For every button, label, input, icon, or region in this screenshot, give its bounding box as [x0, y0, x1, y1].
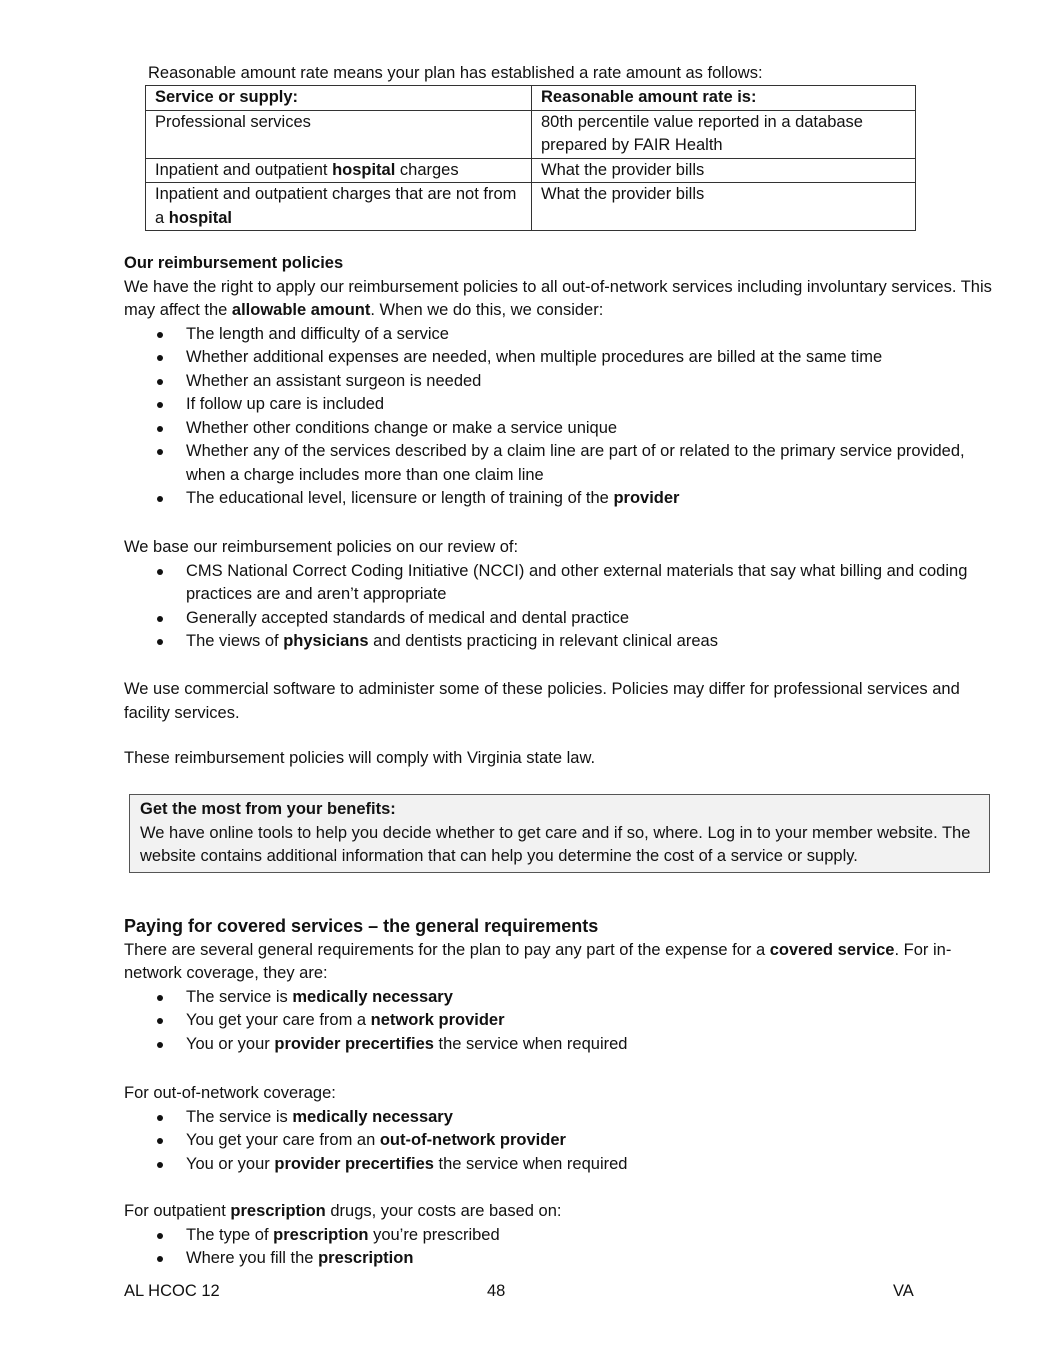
list-item: The service is medically necessary	[124, 1106, 994, 1130]
rate-value-cell: What the provider bills	[532, 158, 916, 183]
list-item: You or your provider precertifies the service when required	[124, 1153, 994, 1177]
footer-state: VA	[893, 1282, 914, 1300]
rate-service-cell: Professional services	[146, 110, 532, 158]
list-item: The views of physicians and dentists practicing in relevant clinical areas	[124, 630, 994, 654]
callout-body: We have online tools to help you decide whether to get care and if so, where. Log in to your member website. The website contains additional information that can help you determine the cost of a service or supply.	[140, 823, 971, 865]
list-item: Generally accepted standards of medical and dental practice	[124, 607, 994, 631]
list-item: Whether additional expenses are needed, when multiple procedures are billed at the same time	[124, 346, 994, 370]
rate-value-cell: 80th percentile value reported in a database prepared by FAIR Health	[532, 110, 916, 158]
basis-section	[124, 536, 994, 654]
requirements-heading: Paying for covered services – the general requirements	[124, 916, 599, 936]
list-item: You or your provider precertifies the service when required	[124, 1033, 994, 1057]
list-item: The type of prescription you’re prescribed	[124, 1224, 994, 1248]
list-item: Where you fill the prescription	[124, 1247, 994, 1271]
callout-title: Get the most from your benefits:	[140, 800, 396, 818]
in-network-list	[124, 986, 994, 1057]
considerations-list	[124, 323, 994, 511]
list-item: CMS National Correct Coding Initiative (NCCI) and other external materials that say what billing and coding practices are and aren’t appropriate	[124, 560, 994, 607]
basis-list	[124, 560, 994, 654]
list-item: Whether other conditions change or make a service unique	[124, 417, 994, 441]
table-row	[146, 183, 916, 231]
requirements-section	[124, 915, 994, 1056]
reimbursement-section	[124, 252, 994, 511]
requirements-intro: There are several general requirements for the plan to pay any part of the expense for a covered service. For in-network coverage, they are:	[124, 940, 952, 982]
software-note: We use commercial software to administer some of these policies. Policies may differ for professional services and facility services.	[124, 680, 960, 722]
list-item: The service is medically necessary	[124, 986, 994, 1010]
rate-service-cell: Inpatient and outpatient charges that are not from a hospital	[146, 183, 532, 231]
list-item: If follow up care is included	[124, 393, 994, 417]
page-number: 48	[487, 1282, 506, 1300]
table-row	[146, 158, 916, 183]
reimbursement-intro: We have the right to apply our reimbursement policies to all out-of-network services including involuntary services. This may affect the allowable amount. When we do this, we consider:	[124, 277, 992, 319]
list-item: Whether an assistant surgeon is needed	[124, 370, 994, 394]
rx-factors-list	[124, 1224, 994, 1271]
rate-table-header: Reasonable amount rate is:	[532, 86, 916, 111]
list-item: The length and difficulty of a service	[124, 323, 994, 347]
rx-intro: For outpatient prescription drugs, your costs are based on:	[124, 1202, 562, 1220]
list-item: Whether any of the services described by a claim line are part of or related to the primary service provided, when a charge includes more than one claim line	[124, 440, 994, 487]
footer-doc-code: AL HCOC 12	[124, 1282, 220, 1300]
out-of-network-section	[124, 1082, 994, 1176]
rate-table-header: Service or supply:	[146, 86, 532, 111]
rate-service-cell: Inpatient and outpatient hospital charges	[146, 158, 532, 183]
list-item: You get your care from a network provider	[124, 1009, 994, 1033]
oon-intro: For out-of-network coverage:	[124, 1084, 336, 1102]
table-row	[146, 110, 916, 158]
basis-intro: We base our reimbursement policies on our review of:	[124, 538, 519, 556]
list-item: The educational level, licensure or length of training of the provider	[124, 487, 994, 511]
law-note: These reimbursement policies will comply with Virginia state law.	[124, 749, 596, 767]
rate-table-header-row	[146, 86, 916, 111]
rate-value-cell: What the provider bills	[532, 183, 916, 231]
benefits-callout	[129, 794, 990, 873]
reimbursement-heading: Our reimbursement policies	[124, 254, 344, 272]
prescription-section	[124, 1200, 994, 1271]
rate-table	[145, 85, 916, 231]
rate-intro: Reasonable amount rate means your plan has established a rate amount as follows:	[148, 64, 763, 82]
list-item: You get your care from an out-of-network provider	[124, 1129, 994, 1153]
out-of-network-list	[124, 1106, 994, 1177]
